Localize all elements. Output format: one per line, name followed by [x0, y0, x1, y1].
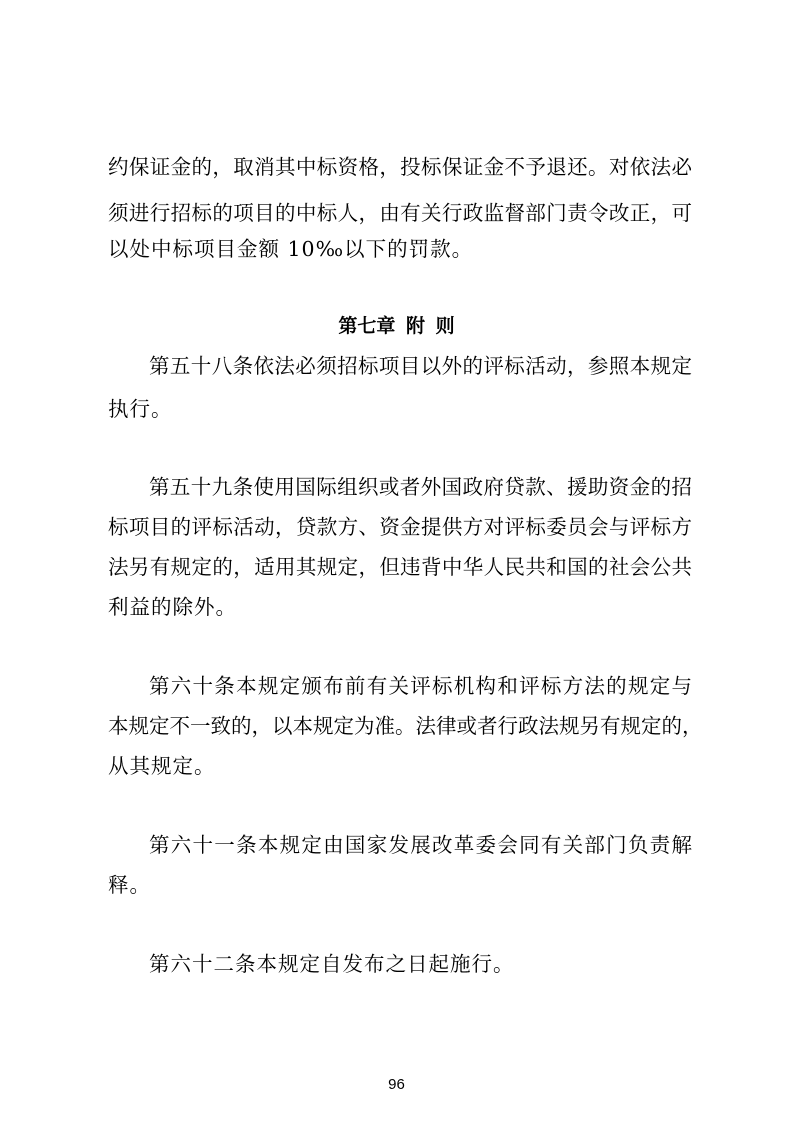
article-58-line: 执行。	[108, 397, 173, 421]
article-58-line: 第五十八条依法必须招标项目以外的评标活动，参照本规定	[149, 354, 692, 378]
article-60-line: 第六十条本规定颁布前有关评标机构和评标方法的规定与	[149, 674, 692, 698]
page-number: 96	[388, 1076, 405, 1093]
article-62-line: 第六十二条本规定自发布之日起施行。	[149, 952, 515, 976]
article-59-line: 利益的除外。	[108, 595, 237, 619]
article-60-line: 从其规定。	[108, 754, 216, 778]
body-line: 约保证金的，取消其中标资格，投标保证金不予退还。对依法必	[108, 155, 692, 179]
body-line: 须进行招标的项目的中标人，由有关行政监督部门责令改正，可	[108, 201, 692, 225]
article-60-line: 本规定不一致的，以本规定为准。法律或者行政法规另有规定的，	[108, 714, 703, 738]
chapter-heading: 第七章 附 则	[338, 315, 455, 337]
body-line: 以处中标项目金额 10‰以下的罚款。	[108, 237, 474, 261]
article-59-line: 法另有规定的，适用其规定，但违背中华人民共和国的社会公共	[108, 555, 692, 579]
article-61-line: 第六十一条本规定由国家发展改革委会同有关部门负责解	[149, 833, 692, 857]
article-59-line: 标项目的评标活动，贷款方、资金提供方对评标委员会与评标方	[108, 515, 692, 539]
article-59-line: 第五十九条使用国际组织或者外国政府贷款、援助资金的招	[149, 475, 692, 499]
article-61-line: 释。	[108, 873, 151, 897]
